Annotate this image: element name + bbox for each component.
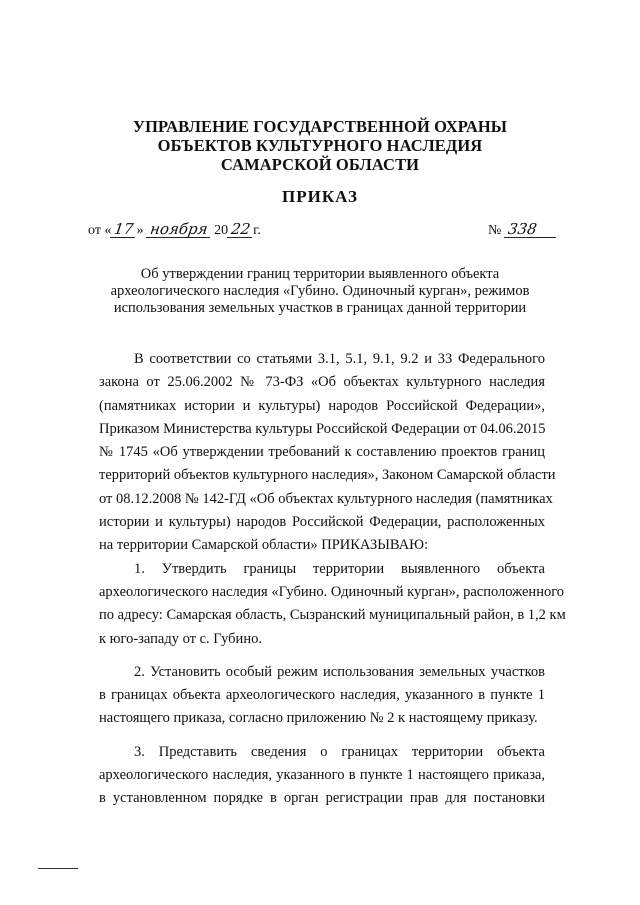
- date-prefix: от «: [88, 223, 112, 238]
- handwritten-year: 22: [227, 222, 254, 238]
- date-close-quote: »: [136, 223, 144, 238]
- order-subject: [90, 266, 550, 317]
- text-line: (памятниках истории и культуры) народов Российской Федерации»,: [99, 397, 545, 414]
- text-line: истории и культуры) народов Российской Федерации, расположенных: [99, 514, 545, 531]
- text-line: 1. Утвердить границы территории выявленного объекта: [134, 560, 545, 577]
- number-label: №: [488, 223, 502, 238]
- paragraph-gap: [99, 651, 545, 661]
- subject-line: Об утверждении границ территории выявленного объекта: [140, 266, 500, 282]
- text-line: в границах объекта археологического наследия, указанного в пункте 1: [99, 687, 545, 704]
- paragraph-gap: [99, 731, 545, 741]
- text-line: настоящего приказа, согласно приложению № 2 к настоящему приказу.: [99, 710, 538, 727]
- item-2-paragraph: [99, 661, 545, 731]
- agency-line: САМАРСКОЙ ОБЛАСТИ: [220, 155, 420, 174]
- order-number: [488, 222, 557, 239]
- item-3-paragraph: [99, 741, 545, 811]
- text-line: территорий объектов культурного наследия», Законом Самарской области: [99, 467, 556, 484]
- handwritten-month: ноября: [146, 222, 212, 238]
- preamble-paragraph: [99, 348, 556, 558]
- order-body: [99, 348, 566, 811]
- handwritten-number: 338: [504, 222, 558, 238]
- item-1-paragraph: [99, 558, 566, 651]
- text-line: 2. Установить особый режим использования земельных участков: [134, 663, 545, 680]
- text-line: Приказом Министерства культуры Российской Федерации от 04.06.2015: [99, 420, 546, 437]
- document-type-title: ПРИКАЗ: [282, 187, 358, 206]
- text-line: к юго-западу от с. Губино.: [99, 630, 262, 647]
- handwritten-day: 17: [110, 222, 137, 238]
- text-line: в установленном порядке в орган регистрации прав для постановки: [99, 790, 545, 807]
- order-date: [88, 222, 261, 239]
- subject-line: использования земельных участков в границах данной территории: [113, 300, 527, 316]
- text-line: от 08.12.2008 № 142-ГД «Об объектах культурного наследия (памятниках: [99, 490, 553, 507]
- text-line: В соответствии со статьями 3.1, 5.1, 9.1, 9.2 и 33 Федерального: [134, 351, 545, 367]
- agency-name: [0, 117, 640, 174]
- year-prefix: 20: [214, 223, 229, 238]
- agency-line: ОБЪЕКТОВ КУЛЬТУРНОГО НАСЛЕДИЯ: [157, 136, 483, 155]
- text-line: закона от 25.06.2002 № 73-ФЗ «Об объектах культурного наследия: [99, 374, 545, 391]
- text-line: по адресу: Самарская область, Сызранский муниципальный район, в 1,2 км: [99, 607, 566, 624]
- year-end: г.: [253, 223, 261, 238]
- text-line: археологического наследия, указанного в пункте 1 настоящего приказа,: [99, 767, 545, 784]
- text-line: на территории Самарской области» ПРИКАЗЫВАЮ:: [99, 537, 429, 554]
- agency-line: УПРАВЛЕНИЕ ГОСУДАРСТВЕННОЙ ОХРАНЫ: [132, 117, 508, 136]
- subject-line: археологического наследия «Губино. Одиночный курган», режимов: [110, 283, 530, 299]
- footnote-divider: [38, 868, 78, 869]
- text-line: археологического наследия «Губино. Одиночный курган», расположенного: [99, 583, 565, 600]
- text-line: № 1745 «Об утверждении требований к составлению проектов границ: [99, 444, 545, 461]
- text-line: 3. Представить сведения о границах территории объекта: [134, 743, 545, 760]
